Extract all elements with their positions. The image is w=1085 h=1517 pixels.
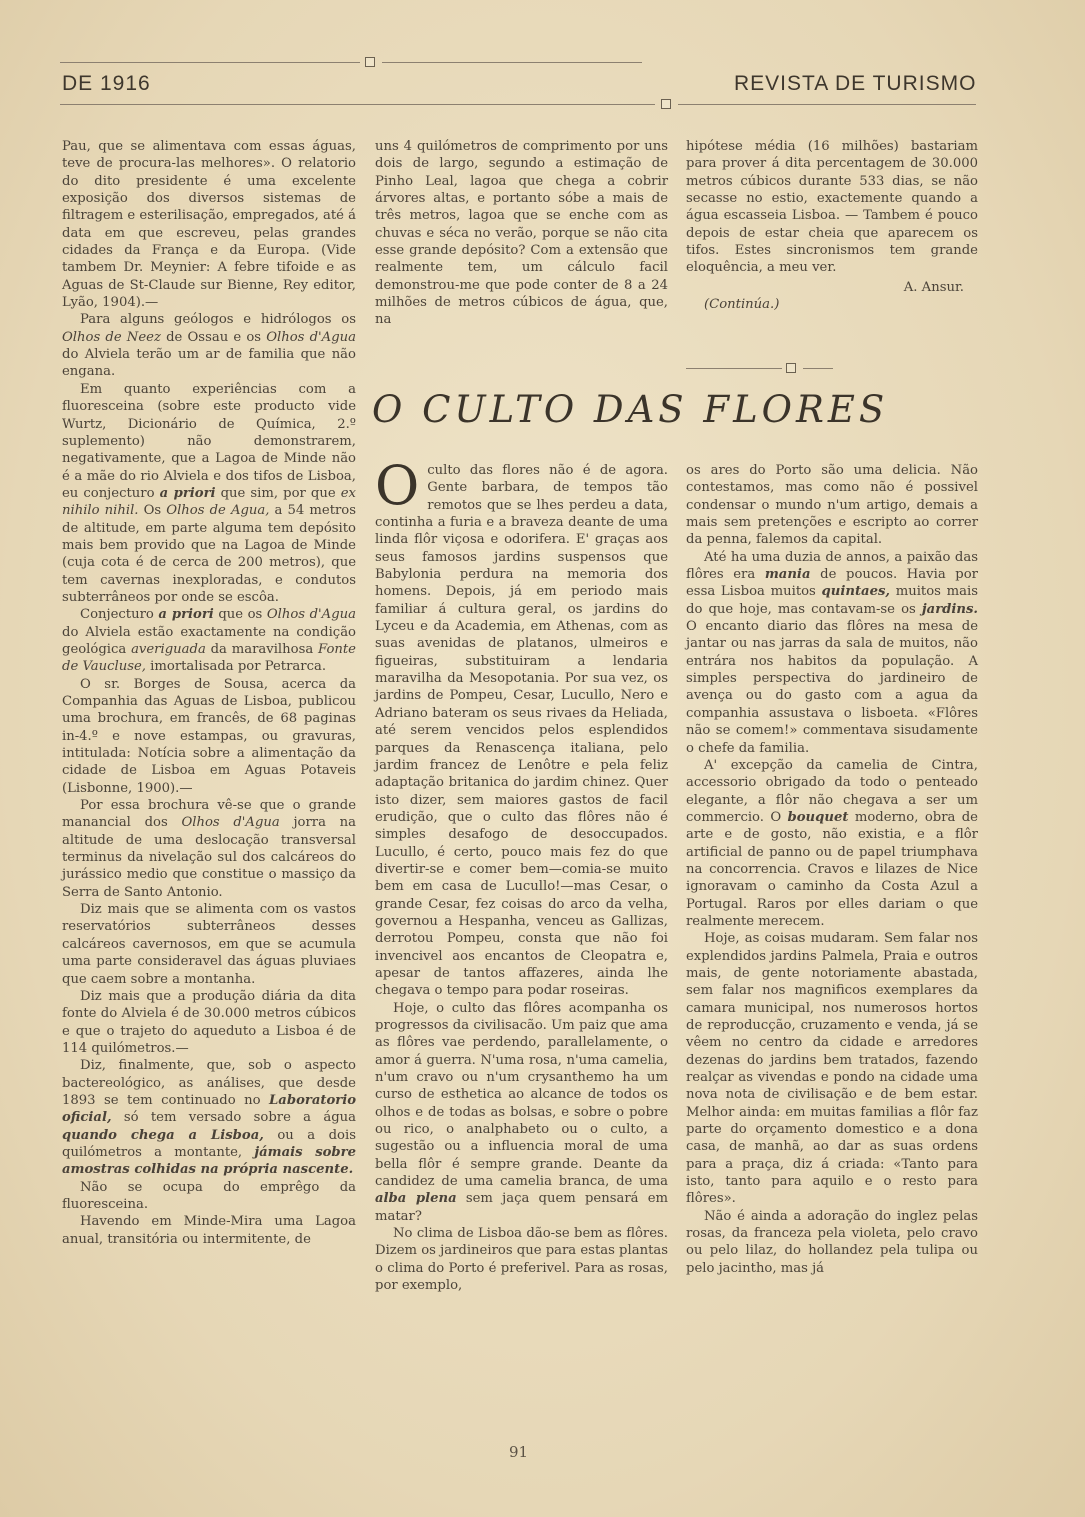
col2-paragraph-3: No clima de Lisboa dão-se bem as flôres. Dizem os jardineiros que para estas plantas o clima do Porto é preferivel. Para as rosas, por exemplo, xyxy=(375,1226,669,1294)
header-rule-left xyxy=(60,104,655,105)
top-ornament xyxy=(365,57,375,67)
header-ornament xyxy=(661,99,671,109)
col1-paragraph-4: Conjecturo a priori que os Olhos d'Agua do Alviela estão exactamente na condição geológica averiguada da maravilhosa Fonte de Vaucluse, imortalisada por Petrarca. xyxy=(62,607,356,675)
col1-paragraph-11: Havendo em Minde-Mira uma Lagoa anual, transitória ou intermitente, de xyxy=(62,1214,356,1247)
top-rule-right xyxy=(382,62,642,63)
header-rule-right xyxy=(678,104,976,105)
col1-paragraph-8: Diz mais que a produção diária da dita fonte do Alviela é de 30.000 metros cúbicos e que o trajeto do aqueduto a Lisboa é de 114 quilómetros.— xyxy=(62,988,356,1056)
drop-cap: O xyxy=(375,454,420,517)
title-rule-right xyxy=(803,368,833,369)
col3-paragraph-3: A' excepção da camelia de Cintra, accessorio obrigado da todo o penteado elegante, a flôr não chegava a ser um commercio. O bouquet moderno, obra de arte e de gosto, não existia, e a flôr artificial de panno ou de papel triumphava na concorrencia. Cravos e lilazes de Nice ignoravam o caminho da Costa Azul a Portugal. Raros por elles dariam o que realmente merecem. xyxy=(686,757,978,929)
column-2 xyxy=(375,454,669,1295)
col1-paragraph-10: Não se ocupa do emprêgo da fluoresceina. xyxy=(62,1179,356,1212)
running-head-left: DE 1916 xyxy=(62,72,151,95)
col3-paragraph-1: os ares do Porto são uma delicia. Não contestamos, mas como não é possivel condensar o mundo n'um artigo, demais a mais sem pretenções e escripto ao correr da penna, falemos da capital. xyxy=(686,463,978,548)
column-2-top xyxy=(375,138,668,329)
page-number: 91 xyxy=(509,1443,529,1461)
col3-top-paragraph: hipótese média (16 milhões) bastariam para prover á dita percentagem de 30.000 metros cúbicos durante 533 dias, se não secasse no estio, exactemente quando a água escasseia Lisboa. — Tambem é pouco depois de estar cheia que aparecem os tifos. Estes sincronismos tem grande eloquência, a meu ver. xyxy=(686,139,978,276)
col2-paragraph-1: Oculto das flores não é de agora. Gente barbara, de tempos tão remotos que se lhes perdeu a data, continha a furia e a braveza deante de uma linda flôr viçosa e odorifera. E' graças aos seus famosos jardins suspensos que Babylonia perdura na memoria dos homens. Depois, já em periodo mais familiar á cultura geral, os jardins do Lyceu e da Academia, em Athenas, com as suas avenidas de platanos, ulmeiros e figueiras, substituiram a lendaria maravilha da Mesopotania. Por sua vez, os jardins de Pompeu, Cesar, Lucullo, Nero e Adriano bateram os seus rivaes da Heliada, até serem vencidos pelos esplendidos parques da Renascença italiana, pelo jardim francez de Lenôtre e pela feliz adaptação britanica do jardim chinez. Quer isto dizer, sem maiores gastos de facil erudição, que o culto das flôres não é simples desafogo de desoccupados. Lucullo, é certo, pouco mais fez do que divertir-se e comer bem—comia-se muito bem em casa de Lucullo!—mas Cesar, o grande Cesar, fez coisas do arco da velha, governou a Hespanha, venceu as Gallizas, derrotou Pompeu, consta que não foi invencivel aos encantos de Cleopatra e, apesar de tantos affazeres, ainda lhe chegava o tempo para podar roseiras. xyxy=(375,454,668,999)
col1-paragraph-1: Pau, que se alimentava com essas águas, teve de procura-las melhores». O relatorio do dito presidente é uma excelente exposição dos diversos sistemas de filtragem e esterilisação, empregados, até á data em que escreveu, pelas grandes cidades da França e da Europa. (Vide tambem Dr. Meynier: A febre tifoide e as Aguas de St-Claude sur Bienne, Rey editor, Lyão, 1904).— xyxy=(62,139,356,311)
col1-paragraph-9: Diz, finalmente, que, sob o aspecto bactereológico, as análises, que desde 1893 se tem continuado no Laboratorio oficial, só tem versado sobre a água quando chega a Lisboa, ou a dois quilómetros a montante, jámais sobre amostras colhidas na própria nascente. xyxy=(62,1058,356,1178)
author-signature: A. Ansur. xyxy=(903,279,964,295)
col2-top-paragraph: uns 4 quilómetros de comprimento por uns dois de largo, segundo a estimação de Pinho Leal, lagoa que chega a cobrir árvores altas, e portanto sóbe a mais de três metros, lagoa que se enche com as chuvas e séca no verão, porque se não cita esse grande depósito? Com a extensão que realmente tem, um cálculo facil demonstrou-me que pode conter de 8 a 24 milhões de metros cúbicos de água, que, na xyxy=(375,139,668,328)
title-rule-left xyxy=(686,368,782,369)
col3-paragraph-5: Não é ainda a adoração do inglez pelas rosas, da franceza pela violeta, pelo cravo ou pelo lilaz, do hollandez pela tulipa ou pelo jacintho, mas já xyxy=(686,1208,978,1276)
col3-paragraph-4: Hoje, as coisas mudaram. Sem falar nos explendidos jardins Palmela, Praia e outros mais, de gente notoriamente abastada, sem falar nos magnificos exemplares da camara municipal, nos numerosos hortos de reproducção, cruzamento e venda, já se vêem no centro da cidade e arredores dezenas do jardins bem tratados, fazendo realçar as vivendas e pondo na cidade uma nova nota de civilisação e de bem estar. Melhor ainda: em muitas familias a flôr faz parte do orçamento domestico e a dona casa, de manhã, ao dar as suas ordens para a praça, diz á criada: «Tanto para isto, tanto para aquilo e o resto para flôres». xyxy=(686,931,978,1207)
top-rule-left xyxy=(60,62,360,63)
col1-paragraph-6: Por essa brochura vê-se que o grande manancial dos Olhos d'Agua jorra na altitude de uma deslocação transversal terminus da nivelação sul dos calcáreos do jurássico medio que constitue o massiço da Serra de Santo Antonio. xyxy=(62,798,356,900)
column-3 xyxy=(686,462,978,1277)
col1-paragraph-5: O sr. Borges de Sousa, acerca da Companhia das Aguas de Lisboa, publicou uma brochura, em francês, de 68 paginas in-4.º e nove estampas, ou gravuras, intitulada: Notícia sobre a alimentação da cidade de Lisboa em Aguas Potaveis (Lisbonne, 1900).— xyxy=(62,676,356,796)
col1-paragraph-3: Em quanto experiências com a fluoresceina (sobre este producto vide Wurtz, Dicionário de Química, 2.º suplemento) não demonstrarem, negativamente, que a Lagoa de Minde não é a mãe do rio Alviela e dos tifos de Lisboa, eu conjecturo a priori que sim, por que ex nihilo nihil. Os Olhos de Agua, a 54 metros de altitude, em parte alguma tem depósito mais bem provido que na Lagoa de Minde (cuja cota é de cerca de 200 metros), que tem cavernas inexploradas, e condutos subterrâneos por onde se escôa. xyxy=(62,381,357,605)
continua-note: (Continúa.) xyxy=(704,297,780,313)
article-title: O CULTO DAS FLORES xyxy=(372,388,889,431)
col2-paragraph-2: Hoje, o culto das flôres acompanha os progressos da civilisacão. Um paiz que ama as flôres vae perdendo, parallelamente, o amor á guerra. N'uma rosa, n'uma camelia, n'um cravo ou n'um crysanthemo ha um curso de esthetica ao alcance de todos os olhos e de todas as bolsas, e sobre o pobre ou rico, o analphabeto ou o culto, a sugestão ou a influencia moral de uma bella flôr é sempre grande. Deante da candidez de uma camelia branca, de uma alba plena sem jaça quem pensará em matar? xyxy=(375,1000,668,1224)
running-head-right: REVISTA DE TURISMO xyxy=(734,72,977,95)
col1-paragraph-7: Diz mais que se alimenta com os vastos reservatórios subterrâneos desses calcáreos cavernosos, em que se acumula uma parte consideravel das águas pluviaes que caem sobre a montanha. xyxy=(62,902,356,987)
column-3-top xyxy=(686,138,978,313)
col3-paragraph-2: Até ha uma duzia de annos, a paixão das flôres era mania de poucos. Havia por essa Lisboa muitos quintaes, muitos mais do que hoje, mas contavam-se os jardins. O encanto diario das flôres na mesa de jantar ou nas jarras da sala de muitos, não entrára nos habitos da população. A simples perspectiva do jardineiro de avença ou do gasto com a agua da companhia assustava o lisboeta. «Flôres não se comem!» commentava sisudamente o chefe da familia. xyxy=(686,549,978,756)
title-ornament xyxy=(786,363,796,373)
col1-paragraph-2: Para alguns geólogos e hidrólogos os Olhos de Neez de Ossau e os Olhos d'Agua do Alviela terão um ar de familia que não engana. xyxy=(62,312,356,380)
column-1 xyxy=(62,138,356,1248)
